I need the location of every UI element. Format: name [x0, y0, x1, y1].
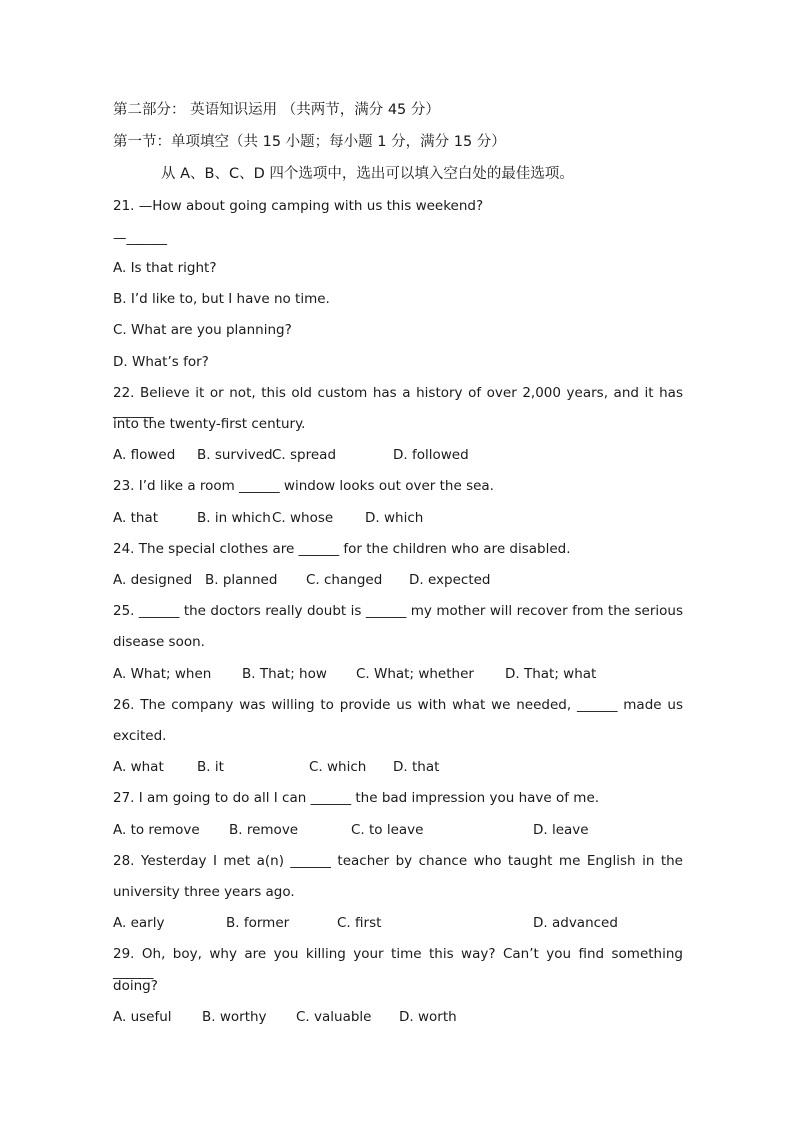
- options-row: [113, 571, 683, 589]
- option: B. survived: [197, 447, 273, 463]
- question-stem: 28. Yesterday I met a(n) ______ teacher by chance who taught me English in the: [113, 853, 683, 869]
- option: B. in which: [197, 510, 271, 526]
- option: B. That; how: [242, 666, 327, 682]
- option: A. Is that right?: [113, 260, 217, 276]
- option: B. planned: [205, 572, 278, 588]
- question-stem: excited.: [113, 728, 167, 744]
- option: D. worth: [399, 1009, 457, 1025]
- option: C. changed: [306, 572, 383, 588]
- option: D. that: [393, 759, 440, 775]
- option: B. former: [226, 915, 290, 931]
- option: C. spread: [272, 447, 337, 463]
- option: B. I’d like to, but I have no time.: [113, 291, 330, 307]
- part-heading: 第二部分： 英语知识运用 （共两节，满分 45 分）: [113, 102, 440, 118]
- option: A. useful: [113, 1009, 172, 1025]
- option: C. which: [309, 759, 367, 775]
- option: C. whose: [272, 510, 334, 526]
- option: B. remove: [229, 822, 299, 838]
- option: A. early: [113, 915, 165, 931]
- option: C. to leave: [351, 822, 424, 838]
- option: D. followed: [393, 447, 469, 463]
- question-stem: 26. The company was willing to provide us with what we needed, ______ made us: [113, 697, 683, 713]
- question-stem: into the twenty-first century.: [113, 416, 306, 432]
- option: A. designed: [113, 572, 193, 588]
- options-row: [113, 821, 683, 839]
- instruction: 从 A、B、C、D 四个选项中，选出可以填入空白处的最佳选项。: [161, 166, 574, 182]
- option: A. flowed: [113, 447, 176, 463]
- section-heading: 第一节：单项填空（共 15 小题；每小题 1 分，满分 15 分）: [113, 134, 506, 150]
- question-stem: 25. ______ the doctors really doubt is ______ my mother will recover from the serious: [113, 603, 683, 619]
- option: D. leave: [533, 822, 589, 838]
- options-row: [113, 1008, 683, 1026]
- question-stem: —______: [113, 230, 167, 246]
- option: C. What; whether: [356, 666, 474, 682]
- option: D. What’s for?: [113, 354, 209, 370]
- question-stem: 27. I am going to do all I can ______ the bad impression you have of me.: [113, 790, 600, 806]
- question-stem: disease soon.: [113, 634, 205, 650]
- question-stem: 29. Oh, boy, why are you killing your time this way? Can’t you find something ______: [113, 946, 683, 980]
- option: D. expected: [409, 572, 491, 588]
- options-row: [113, 758, 683, 776]
- option: A. to remove: [113, 822, 200, 838]
- option: D. advanced: [533, 915, 618, 931]
- option: A. What; when: [113, 666, 212, 682]
- question-stem: 24. The special clothes are ______ for the children who are disabled.: [113, 541, 571, 557]
- question-stem: 22. Believe it or not, this old custom has a history of over 2,000 years, and it has ______: [113, 385, 683, 419]
- options-row: [113, 665, 683, 683]
- option: A. that: [113, 510, 158, 526]
- option: C. What are you planning?: [113, 322, 292, 338]
- option: D. That; what: [505, 666, 597, 682]
- question-stem: university three years ago.: [113, 884, 295, 900]
- option: C. first: [337, 915, 382, 931]
- question-stem: 23. I’d like a room ______ window looks out over the sea.: [113, 478, 494, 494]
- option: B. worthy: [202, 1009, 267, 1025]
- question-stem: doing?: [113, 978, 158, 994]
- option: C. valuable: [296, 1009, 372, 1025]
- options-row: [113, 509, 683, 527]
- question-stem: 21. —How about going camping with us this weekend?: [113, 198, 484, 214]
- option: A. what: [113, 759, 164, 775]
- options-row: [113, 446, 683, 464]
- option: B. it: [197, 759, 224, 775]
- options-row: [113, 914, 683, 932]
- option: D. which: [365, 510, 424, 526]
